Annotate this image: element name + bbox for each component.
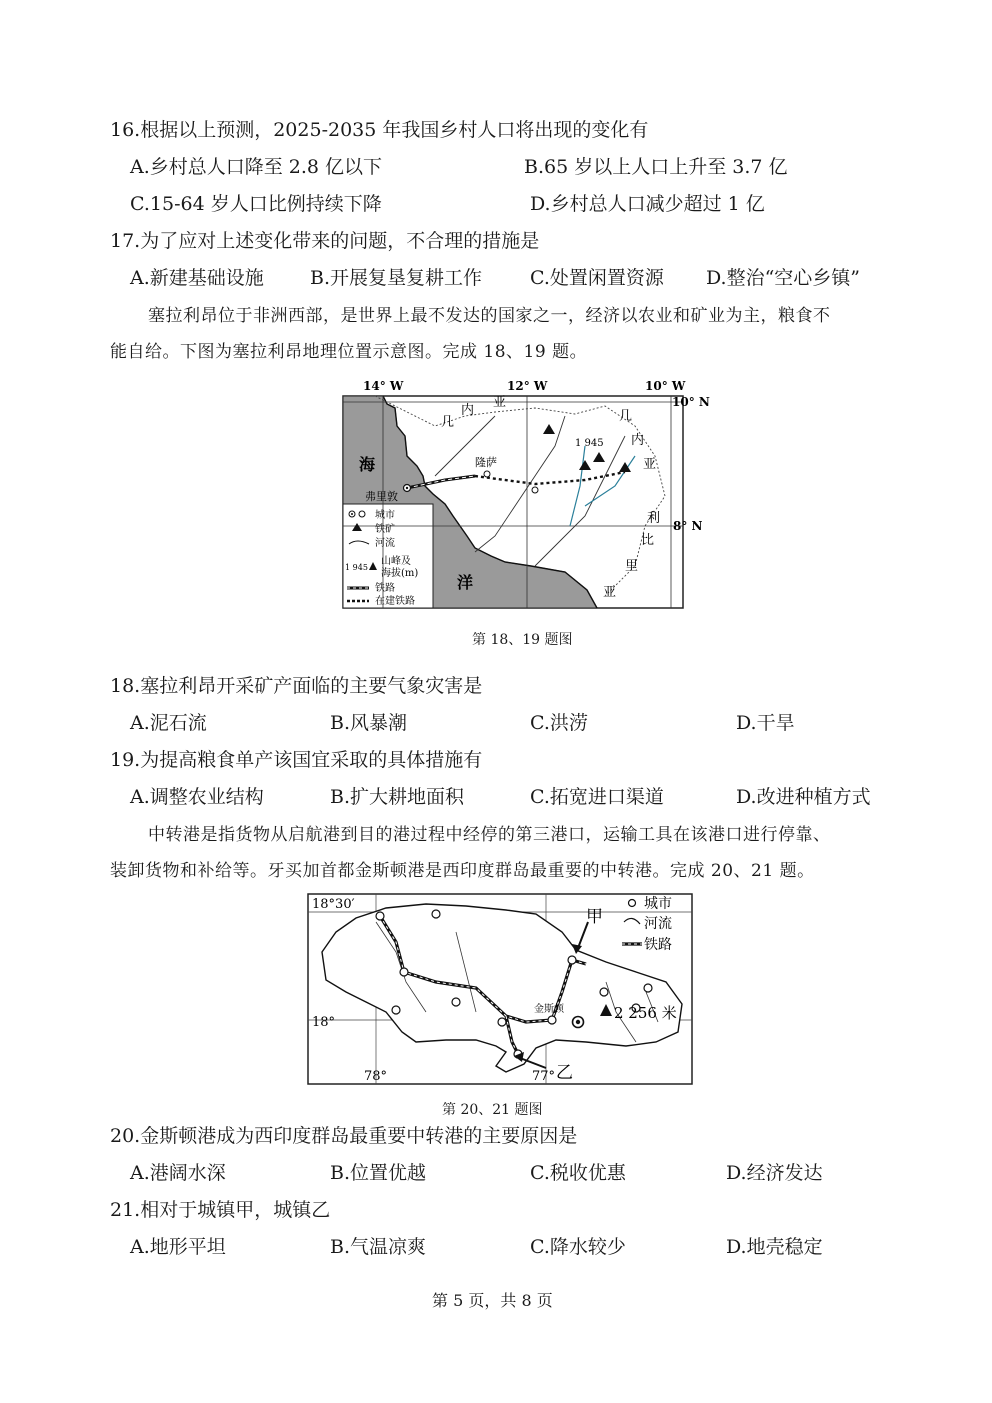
lat-10n-label: 10° N: [672, 395, 710, 409]
legend-river: 河流: [375, 538, 395, 549]
q16-option-a[interactable]: A.乡村总人口降至 2.8 亿以下: [130, 156, 383, 178]
q20-option-c[interactable]: C.税收优惠: [530, 1162, 626, 1184]
town-jia-label: 甲: [586, 907, 603, 927]
q20-stem: 20.金斯顿港成为西印度群岛最重要中转港的主要原因是: [110, 1125, 578, 1147]
freetown-label: 弗里敦: [365, 490, 398, 503]
q19-stem: 19.为提高粮食单产该国宜采取的具体措施有: [110, 749, 483, 771]
q19-option-c[interactable]: C.拓宽进口渠道: [530, 786, 664, 808]
guinea-char-2: 内: [461, 403, 475, 418]
legend-river: 河流: [644, 916, 672, 932]
q17-option-a[interactable]: A.新建基础设施: [130, 267, 264, 289]
q18-option-d[interactable]: D.干旱: [736, 712, 795, 734]
guinea-char-1: 几: [441, 415, 455, 430]
map2-caption: 第 20、21 题图: [442, 1102, 543, 1118]
lon-14w-label: 14° W: [363, 379, 404, 393]
q17-stem: 17.为了应对上述变化带来的问题，不合理的措施是: [110, 230, 540, 252]
legend-iron: 铁矿: [375, 524, 395, 535]
guinea2-char-1: 几: [619, 409, 633, 424]
lon-78-label: 78°: [364, 1069, 388, 1084]
guinea2-char-3: 亚: [643, 457, 657, 472]
q19-option-d[interactable]: D.改进种植方式: [736, 786, 871, 808]
q21-option-c[interactable]: C.降水较少: [530, 1236, 626, 1258]
liberia-char-4: 亚: [603, 585, 617, 600]
peak-elevation-label: 1 945: [575, 438, 604, 449]
q18-stem: 18.塞拉利昂开采矿产面临的主要气象灾害是: [110, 675, 483, 697]
legend-peak-value: 1 945: [345, 563, 368, 572]
lon-10w-label: 10° W: [645, 379, 686, 393]
q21-stem: 21.相对于城镇甲，城镇乙: [110, 1199, 331, 1221]
peak-label: 2 256 米: [614, 1004, 677, 1022]
ocean-label: 洋: [457, 573, 474, 592]
q20-option-d[interactable]: D.经济发达: [726, 1162, 823, 1184]
lat-8n-label: 8° N: [673, 519, 703, 533]
q20-option-a[interactable]: A.港阔水深: [130, 1162, 226, 1184]
q17-option-d[interactable]: D.整治“空心乡镇”: [706, 267, 861, 289]
q18-option-a[interactable]: A.泥石流: [130, 712, 207, 734]
page-number: 第 5 页，共 8 页: [432, 1291, 553, 1310]
legend-rail: 铁路: [644, 937, 672, 953]
q16-stem: 16.根据以上预测，2025-2035 年我国乡村人口将出现的变化有: [110, 119, 649, 141]
sea-label: 海: [359, 455, 376, 474]
guinea-char-3: 亚: [493, 395, 507, 410]
legend-peak2: 海拔(m): [381, 568, 419, 579]
lon-77-label: 77°: [532, 1069, 556, 1084]
passage2-line1: 中转港是指货物从启航港到目的港过程中经停的第三港口，运输工具在该港口进行停靠、: [148, 825, 831, 845]
town-yi-label: 乙: [556, 1063, 573, 1083]
q21-option-d[interactable]: D.地壳稳定: [726, 1236, 823, 1258]
q16-option-b[interactable]: B.65 岁以上人口上升至 3.7 亿: [524, 156, 788, 178]
q18-option-b[interactable]: B.风暴潮: [330, 712, 408, 734]
q16-option-d[interactable]: D.乡村总人口减少超过 1 亿: [530, 193, 765, 215]
liberia-char-3: 里: [625, 559, 639, 574]
q19-option-a[interactable]: A.调整农业结构: [130, 786, 264, 808]
lat-1830-label: 18°30′: [312, 897, 355, 912]
passage1-line1: 塞拉利昂位于非洲西部，是世界上最不发达的国家之一，经济以农业和矿业为主，粮食不: [148, 306, 831, 326]
legend-city: 城市: [644, 896, 672, 912]
legend-rail: 铁路: [375, 583, 395, 594]
lat-18-label: 18°: [312, 1015, 336, 1030]
lon-12w-label: 12° W: [507, 379, 548, 393]
legend-rail-build: 在建铁路: [375, 596, 415, 607]
liberia-char-1: 利: [647, 511, 661, 526]
q16-option-c[interactable]: C.15-64 岁人口比例持续下降: [130, 193, 382, 215]
q20-option-b[interactable]: B.位置优越: [330, 1162, 427, 1184]
jamaica-map: [306, 892, 696, 1088]
q19-option-b[interactable]: B.扩大耕地面积: [330, 786, 465, 808]
kingston-label: 金斯顿: [534, 1004, 564, 1015]
guinea2-char-2: 内: [631, 433, 645, 448]
passage2-line2: 装卸货物和补给等。牙买加首都金斯顿港是西印度群岛最重要的中转港。完成 20、21 题。: [110, 861, 815, 881]
q21-option-b[interactable]: B.气温凉爽: [330, 1236, 427, 1258]
legend-peak1: 山峰及: [381, 556, 411, 567]
q18-option-c[interactable]: C.洪涝: [530, 712, 588, 734]
legend-city: 城市: [375, 510, 395, 521]
map1-caption: 第 18、19 题图: [472, 632, 573, 648]
q17-option-c[interactable]: C.处置闲置资源: [530, 267, 664, 289]
passage1-line2: 能自给。下图为塞拉利昂地理位置示意图。完成 18、19 题。: [110, 342, 588, 362]
liberia-char-2: 比: [641, 533, 655, 548]
q21-option-a[interactable]: A.地形平坦: [130, 1236, 226, 1258]
sierra-leone-map: [335, 376, 710, 616]
lunsar-label: 隆萨: [475, 456, 497, 469]
q17-option-b[interactable]: B.开展复垦复耕工作: [310, 267, 483, 289]
